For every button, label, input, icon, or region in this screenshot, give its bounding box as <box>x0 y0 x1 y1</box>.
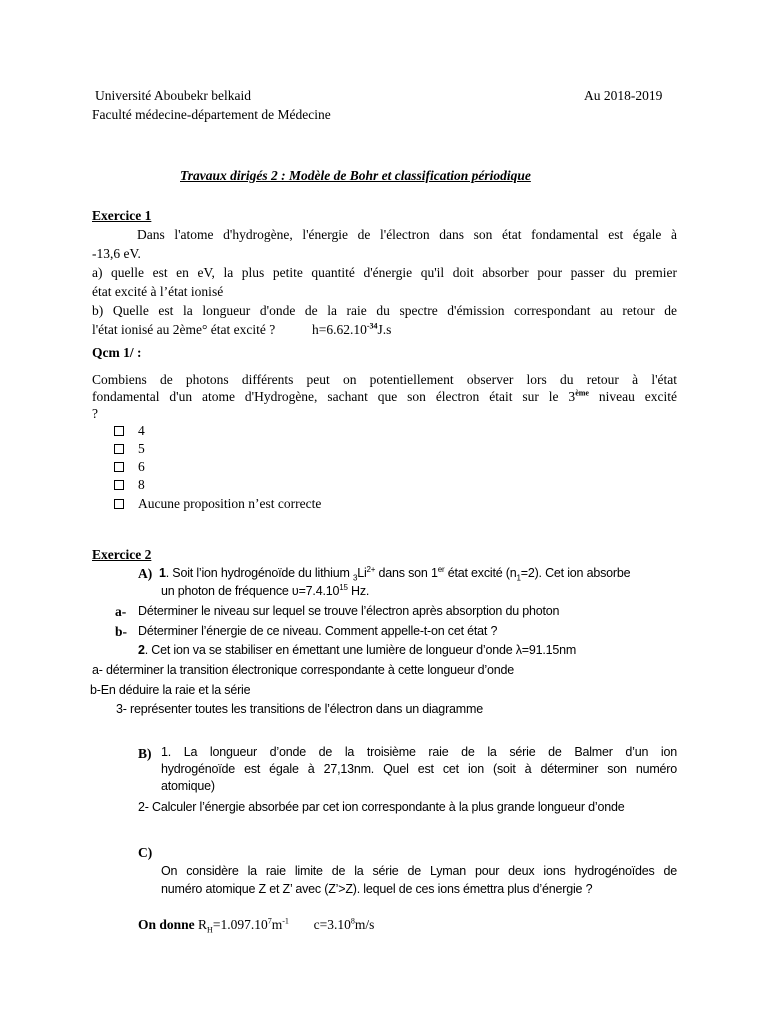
part-b-line1: 1. La longueur d’onde de la troisième raie de la série de Balmer d’un ion <box>161 745 677 759</box>
ex1-question-b-text: l'état ionisé au 2ème° état excité ? <box>92 322 276 337</box>
part-b-line3: atomique) <box>161 779 215 793</box>
planck-constant: $h=6.62.10^{-34}J.s$ <box>312 321 392 337</box>
qcm-heading: Qcm 1/ : <box>92 345 142 360</box>
part-a-question-a-label: a- <box>115 604 127 619</box>
part-a-point-3: 3- représenter toutes les transitions de l’électron dans un diagramme <box>116 702 483 716</box>
part-a-point-2: 2. Cet ion va se stabiliser en émettant une lumière de longueur d’onde λ=91.15nm <box>138 643 577 657</box>
university-name: Université Aboubekr belkaid <box>95 88 251 103</box>
qcm-question-line1: Combiens de photons différents peut on potentiellement observer lors du retour à l'état <box>92 372 677 387</box>
part-a-label: A) <box>138 566 153 581</box>
checkbox-icon[interactable] <box>114 426 124 436</box>
part-b-point-2: 2- Calculer l’énergie absorbée par cet ion correspondante à la plus grande longueur d’onde <box>138 800 625 814</box>
part-a-line2: un photon de fréquence $\upsilon=7.4.10^{15}$ Hz. <box>161 582 370 598</box>
ex1-question-b-line2 <box>92 320 677 339</box>
part-b-label: B) <box>138 746 152 761</box>
ex1-intro-line1: Dans l'atome d'hydrogène, l'énergie de l'électron dans son état fondamental est égale à <box>137 227 677 242</box>
part-a-question-a: Déterminer le niveau sur lequel se trouve l’électron après absorption du photon <box>138 604 560 618</box>
exercise-2-heading: Exercice 2 <box>92 547 152 562</box>
part-c-line1: On considère la raie limite de la série de Lyman pour deux ions hydrogénoïdes de <box>161 864 677 878</box>
part-a-question-b: Déterminer l’énergie de ce niveau. Comment appelle-t-on cet état ? <box>138 624 498 638</box>
qcm-option[interactable]: 8 <box>114 475 145 494</box>
ex1-intro-line2: -13,6 eV. <box>92 246 141 261</box>
ex1-question-a-line1: a) quelle est en eV, la plus petite quantité d'énergie qu'il doit absorber pour passer du premier <box>92 265 677 280</box>
ex1-question-b-line1: b) Quelle est la longueur d'onde de la raie du spectre d'émission correspondant au retour de <box>92 303 677 318</box>
given-label: On donne <box>138 917 195 932</box>
part-a-point-2a: a- déterminer la transition électronique correspondante à cette longueur d’onde <box>92 663 514 677</box>
page-title: Travaux dirigés 2 : Modèle de Bohr et classification périodique <box>180 168 531 183</box>
part-b-line2: hydrogénoïde est égale à 27,13nm. Quel est cet ion (soit à déterminer son numéro <box>161 762 677 776</box>
qcm-option[interactable]: Aucune proposition n’est correcte <box>114 494 321 513</box>
checkbox-icon[interactable] <box>114 444 124 454</box>
part-a-point-2b: b-En déduire la raie et la série <box>90 683 251 697</box>
qcm-question-line3: ? <box>92 406 98 421</box>
checkbox-icon[interactable] <box>114 499 124 509</box>
academic-year: Au 2018-2019 <box>584 88 663 103</box>
qcm-question-line2: fondamental d'un atome d'Hydrogène, sachant que son électron était sur le 3ème niveau excité <box>92 388 678 404</box>
exercise-1-body <box>92 225 677 339</box>
checkbox-icon[interactable] <box>114 462 124 472</box>
qcm-question <box>92 371 677 422</box>
part-c-label: C) <box>138 845 153 860</box>
exercise-1-heading: Exercice 1 <box>92 208 152 223</box>
checkbox-icon[interactable] <box>114 480 124 490</box>
part-a-question-b-label: b- <box>115 624 128 639</box>
part-c-line2: numéro atomique Z et Z’ avec (Z’>Z). lequel de ces ions émettra plus d’énergie ? <box>161 882 593 896</box>
part-b-text <box>161 744 677 795</box>
part-a-line1: 1. Soit l’ion hydrogénoïde du lithium $_3Li^{2+}$ dans son 1er état excité $(n_1=2)$. Cet ion absorbe <box>159 564 631 583</box>
ex1-question-a-line2: état excité à l’état ionisé <box>92 284 224 299</box>
faculty-name: Faculté médecine-département de Médecine <box>92 107 331 122</box>
qcm-option[interactable]: 6 <box>114 457 145 476</box>
given-constants <box>138 915 374 934</box>
speed-of-light: $c=3.10^8m/s$ <box>313 916 375 932</box>
qcm-option[interactable]: 5 <box>114 439 145 458</box>
part-c-text <box>161 862 677 898</box>
qcm-option[interactable]: 4 <box>114 421 145 440</box>
rydberg-constant: $R_H=1.097.10^7m^{-1}$ <box>198 916 289 935</box>
